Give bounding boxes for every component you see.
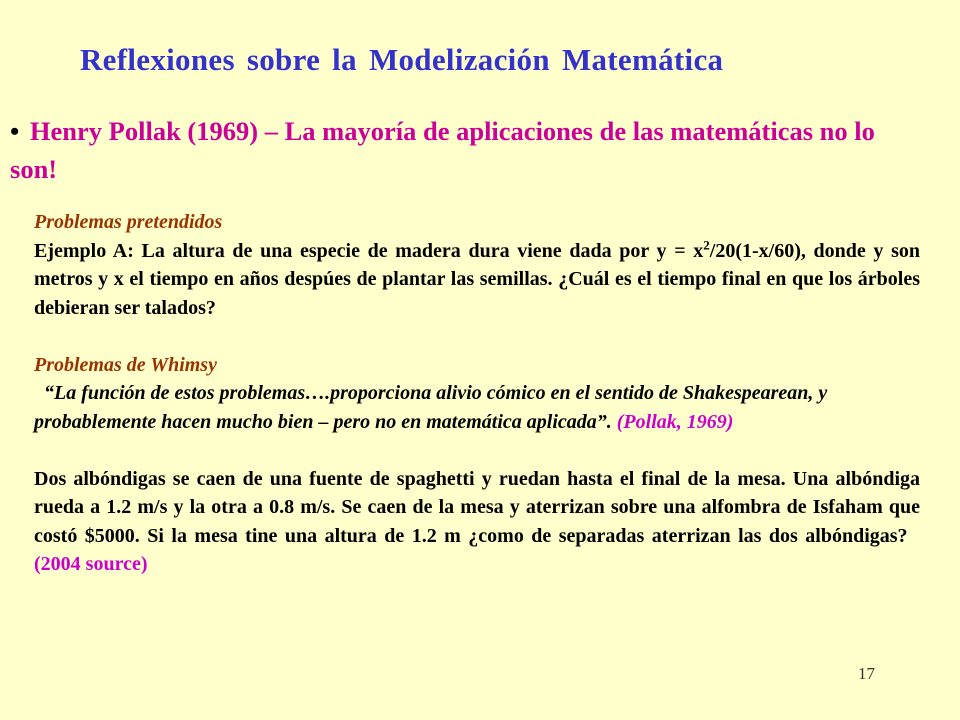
heading-problemas-whimsy: Problemas de Whimsy <box>34 353 217 376</box>
slide-body <box>34 208 920 579</box>
example-a-text-2: /20(1-x/60), donde y son metros y x el tiempo en años despúes de plantar las semillas. ¿Cuál es el tiempo final en que los árboles debieran ser talados? <box>34 239 920 319</box>
example-a-text-1: Ejemplo A: La altura de una especie de madera dura viene dada por y = x <box>34 239 704 262</box>
meatball-text: Dos albóndigas se caen de una fuente de spaghetti y ruedan hasta el final de la mesa. Una albóndiga rueda a 1.2 m/s y la otra a 0.8 m/s. Se caen de la mesa y aterrizan sobre una alfombra de Isfaham que costó $5000. Si la mesa tine una altura de 1.2 m ¿como de separadas aterrizan las dos albóndigas? <box>34 467 920 547</box>
exponent: 2 <box>703 236 710 252</box>
intro-statement <box>10 112 890 188</box>
meatball-citation: (2004 source) <box>34 553 148 575</box>
heading-problemas-pretendidos: Problemas pretendidos <box>34 211 223 233</box>
quote-citation: (Pollak, 1969) <box>616 410 734 433</box>
example-a-paragraph <box>34 237 920 323</box>
page-number: 17 <box>858 664 875 683</box>
slide-title: Reflexiones sobre la Modelización Matemática <box>80 42 724 77</box>
quote-text: “La función de estos problemas….proporciona alivio cómico en el sentido de Shakespearean, y probablemente hacen mucho bien – pero no en matemática aplicada”. <box>34 382 828 433</box>
meatball-problem <box>34 465 920 579</box>
intro-text: Henry Pollak (1969) – La mayoría de aplicaciones de las matemáticas no lo son! <box>10 116 875 184</box>
bullet-icon: • <box>10 116 20 146</box>
pollak-quote <box>34 379 920 436</box>
